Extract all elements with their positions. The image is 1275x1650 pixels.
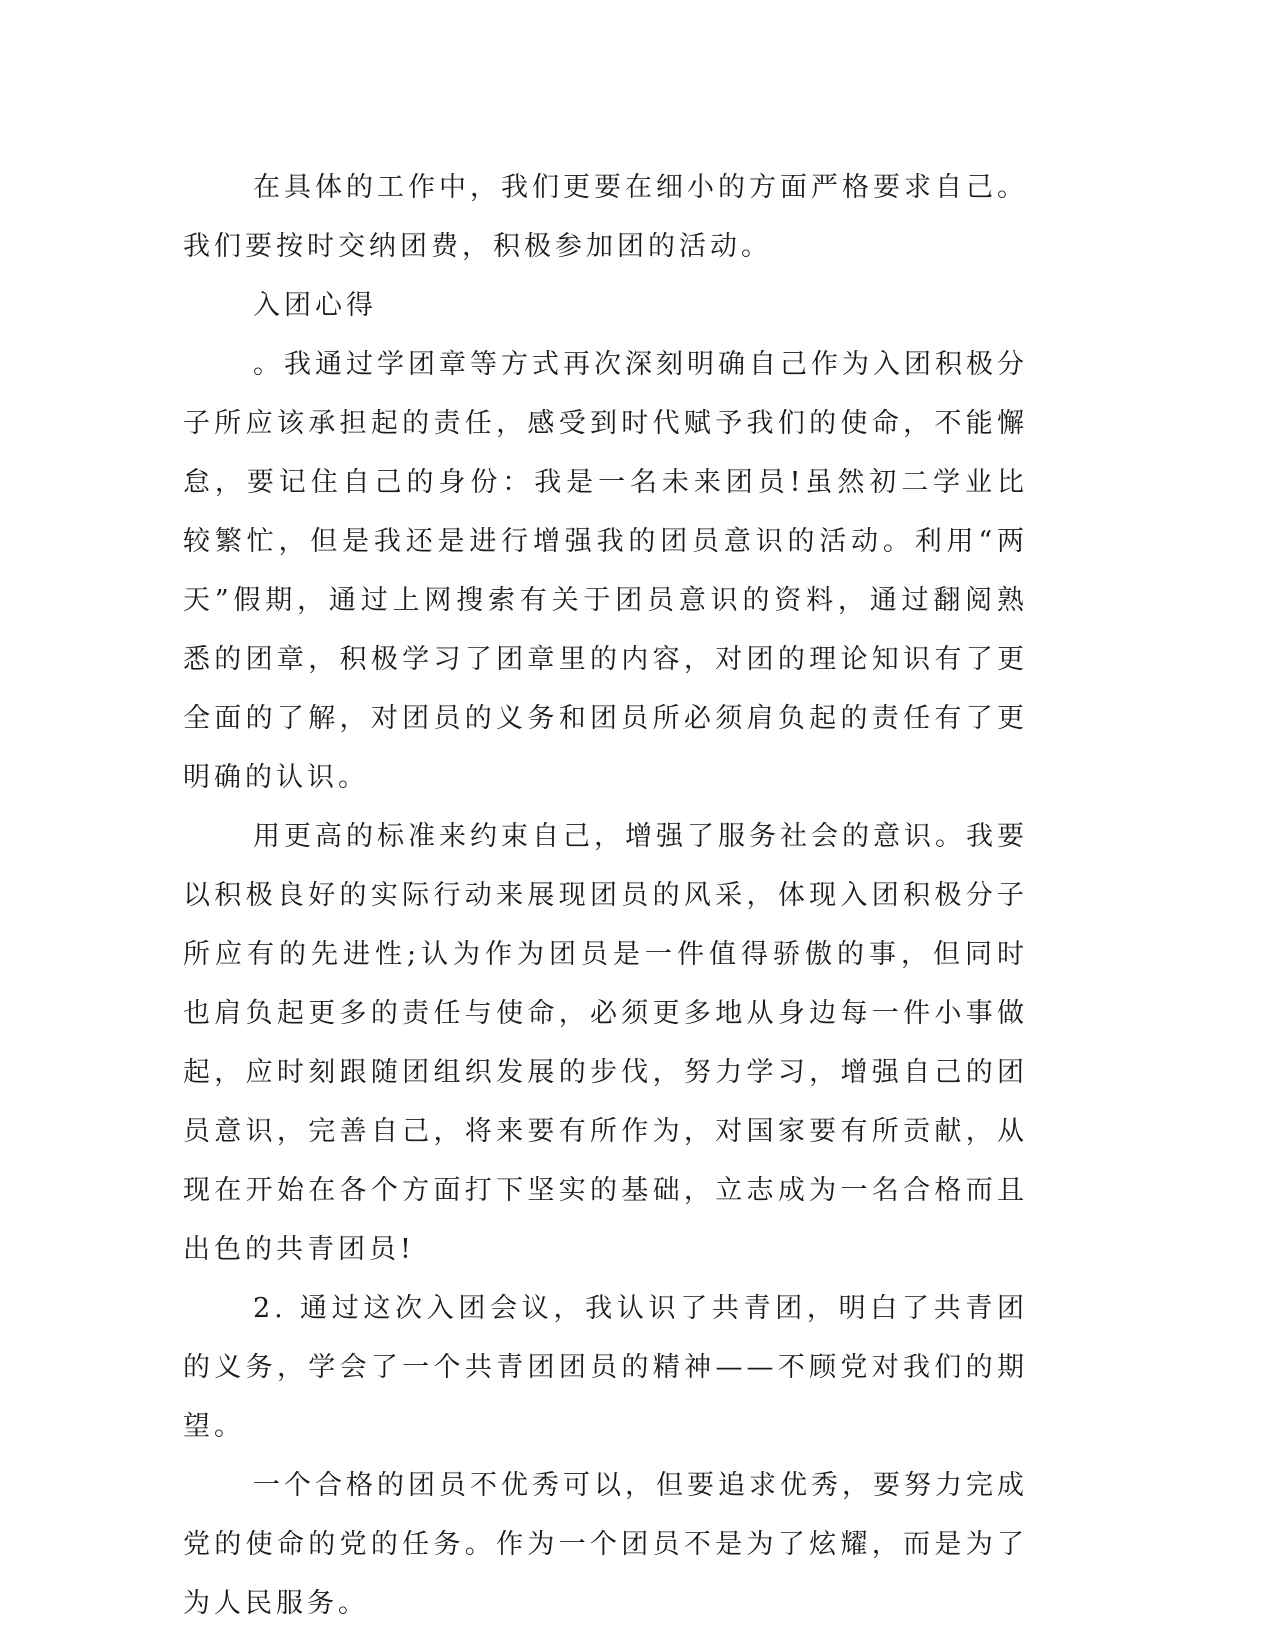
paragraph-work-requirements: 在具体的工作中，我们更要在细小的方面严格要求自己。我们要按时交纳团费，积极参加团的活动。 <box>183 172 1028 262</box>
paragraph-higher-standards: 用更高的标准来约束自己，增强了服务社会的意识。我要以积极良好的实际行动来展现团员的风采，体现入团积极分子所应有的先进性;认为作为团员是一件值得骄傲的事，但同时也肩负起更多的责任与使命，必须更多地从身边每一件小事做起，应时刻跟随团组织发展的步伐，努力学习，增强自己的团员意识，完善自己，将来要有所作为，对国家要有所贡献，从现在开始在各个方面打下坚实的基础，立志成为一名合格而且出色的共青团员! <box>183 821 1028 1265</box>
paragraph-meeting: 2. 通过这次入团会议，我认识了共青团，明白了共青团的义务，学会了一个共青团团员的精神——不顾党对我们的期望。 <box>183 1293 1028 1442</box>
document-body <box>183 158 1028 1633</box>
paragraph-study-charter: 。我通过学团章等方式再次深刻明确自己作为入团积极分子所应该承担起的责任，感受到时代赋予我们的使命，不能懈怠，要记住自己的身份：我是一名未来团员!虽然初二学业比较繁忙，但是我还是进行增强我的团员意识的活动。利用“两天”假期，通过上网搜索有关于团员意识的资料，通过翻阅熟悉的团章，积极学习了团章里的内容，对团的理论知识有了更全面的了解，对团员的义务和团员所必须肩负起的责任有了更明确的认识。 <box>183 349 1028 793</box>
section-heading: 入团心得 <box>253 290 377 321</box>
paragraph-qualified-member: 一个合格的团员不优秀可以，但要追求优秀，要努力完成党的使命的党的任务。作为一个团员不是为了炫耀，而是为了为人民服务。 <box>183 1470 1028 1619</box>
